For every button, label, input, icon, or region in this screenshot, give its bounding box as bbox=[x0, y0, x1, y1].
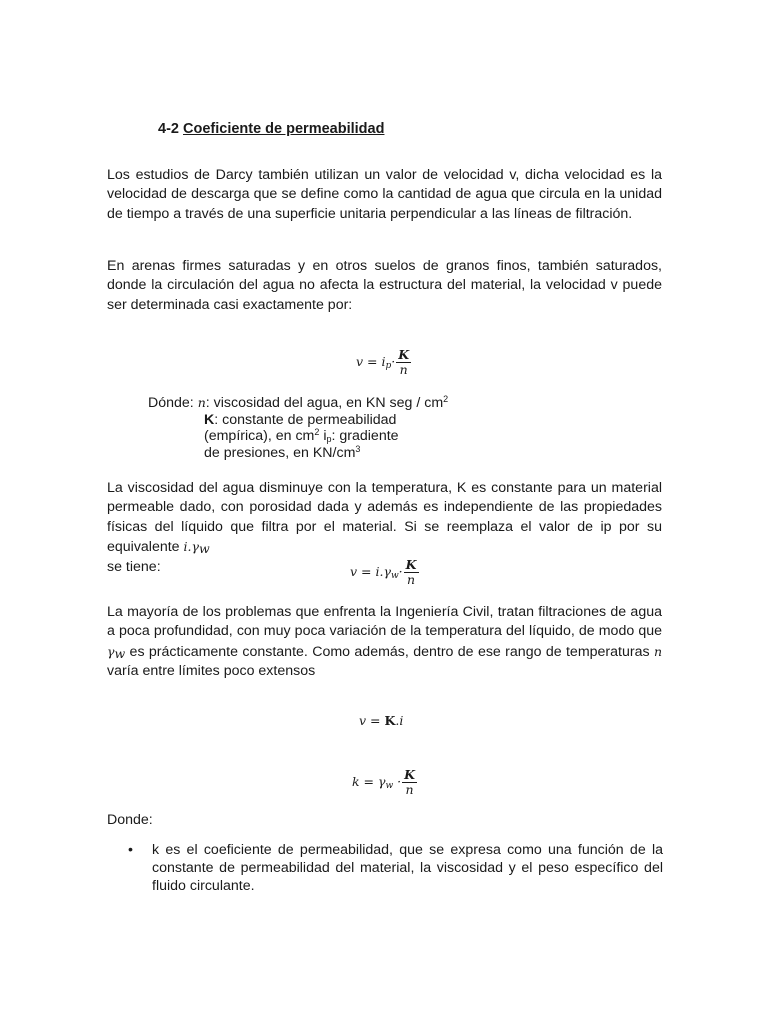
paragraph-1: Los estudios de Darcy también utilizan un valor de velocidad v, dicha velocidad es la velocidad de descarga que se define como la cantidad de agua que circula en la unidad de tiempo a través de una superficie unitaria perpendicular a las líneas de filtración. bbox=[107, 167, 662, 222]
section-title: Coeficiente de permeabilidad bbox=[183, 121, 385, 137]
list-item: • k es el coeficiente de permeabilidad, que se expresa como una función de la constante de permeabilidad del material, la viscosidad y el peso específico del fluido circulante. bbox=[128, 842, 663, 894]
formula-velocity-gamma: $v = i.\gamma_w\cdot$ $\frac{K}{n}$ bbox=[350, 557, 417, 587]
section-heading bbox=[158, 121, 384, 137]
formula-darcy: v = K.i bbox=[359, 713, 404, 728]
formula-permeability: $k = \gamma_w$ · $\frac{K}{n}$ bbox=[352, 767, 416, 797]
formula-velocity: $v = i_p\cdot$ $\frac{K}{n}$ bbox=[356, 347, 410, 377]
paragraph-2: En arenas firmes saturadas y en otros suelos de granos finos, también saturados, donde la circulación del agua no afecta la estructura del material, la velocidad v puede ser determinada casi exactamente por: bbox=[107, 258, 662, 313]
bullet-icon: • bbox=[128, 842, 133, 858]
definitions: Dónde: n: viscosidad del agua, en KN seg / $cm^2$ K: constante de permeabilidad (empírica), en $cm^2$ $i_p$: gradiente de presiones, en $KN/cm^3$ bbox=[148, 394, 449, 461]
donde-label: Donde: bbox=[107, 812, 153, 828]
paragraph-4: La mayoría de los problemas que enfrenta la Ingeniería Civil, tratan filtraciones de agua a poca profundidad, con muy poca variación de la temperatura del líquido, de modo que $\gamma_w$ es prácticamente constante. Como además, dentro de ese rango de temperaturas n varía entre límites poco extensos bbox=[107, 604, 662, 680]
paragraph-3: La viscosidad del agua disminuye con la temperatura, K es constante para un material permeable dado, con porosidad dada y además es independiente de las propiedades físicas del líquido que filtra por el material. Si se reemplaza el valor de ip por su equivalente $i.\gamma_w$ se tiene: bbox=[107, 480, 662, 575]
section-number: 4-2 bbox=[158, 121, 179, 137]
